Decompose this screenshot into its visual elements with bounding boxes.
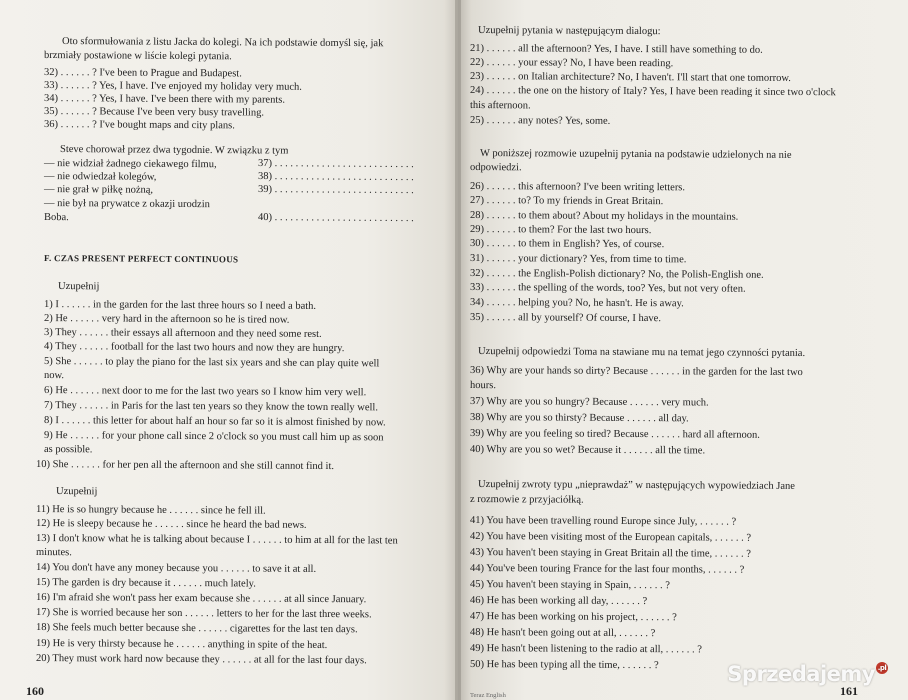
exercise-title: Uzupełnij odpowiedzi Toma na stawiane mu na temat jego czynności pytania. (477, 346, 806, 359)
exercise-item: 43) You haven't been staying in Great Britain all the time, . . . . . . ? (469, 547, 751, 560)
intro-line: brzmiały postawione w liście kolegi pytania. (43, 50, 232, 63)
exercise-item: 4) They . . . . . . football for the last two hours and now they are hungry. (43, 341, 345, 355)
exercise-item: 12) He is sleepy because he . . . . . . since he heard the bad news. (35, 518, 307, 531)
exercise-item: 13) I don't know what he is talking about because I . . . . . . to him at all for the last ten (35, 533, 398, 547)
exercise-item: 34) . . . . . . ? Yes, I have. I've been there with my parents. (43, 93, 286, 106)
exercise-item: 16) I'm afraid she won't pass her exam because she . . . . . . at all since January. (35, 592, 367, 606)
exercise-item: 10) She . . . . . . for her pen all the afternoon and she still cannot find it. (35, 459, 335, 473)
exercise-item: 19) He is very thirsty because he . . . . . . anything in spite of the heat. (35, 638, 328, 652)
steve-item: — nie widział żadnego ciekawego filmu, (43, 158, 217, 171)
exercise-item: 48) He hasn't been going out at all, . . . . . . ? (469, 627, 656, 640)
exercise-item: 41) You have been travelling round Europe since July, . . . . . . ? (469, 515, 737, 528)
exercise-item: 7) They . . . . . . in Paris for the last ten years so they know the town really well. (43, 400, 379, 414)
exercise-item: 42) You have been visiting most of the European capitals, . . . . . . ? (469, 531, 752, 544)
exercise-item: 22) . . . . . . your essay? No, I have been reading. (469, 57, 674, 70)
exercise-title: Uzupełnij pytania w następującym dialogu: (477, 25, 661, 38)
book-gutter (455, 0, 461, 700)
page-number: 160 (26, 684, 44, 698)
footer-text: Teraz English (470, 692, 506, 699)
exercise-title: z rozmowie z przyjaciółką. (469, 494, 584, 506)
right-page (458, 0, 908, 700)
exercise-item: 3) They . . . . . . their essays all afternoon and they need some rest. (43, 327, 322, 340)
exercise-title: Uzupełnij zwroty typu „nieprawdaż” w następujących wypowiedziach Jane (477, 479, 795, 492)
exercise-item: 23) . . . . . . on Italian architecture? No, I haven't. I'll start that one tomorrow. (469, 71, 791, 84)
exercise-item: 29) . . . . . . to them? For the last two hours. (469, 224, 652, 237)
exercise-item: minutes. (35, 547, 72, 559)
steve-intro: Steve chorował przez dwa tygodnie. W związku z tym (59, 144, 289, 157)
watermark-badge: .pl (877, 664, 887, 672)
exercise-item: 15) The garden is dry because it . . . . . . much lately. (35, 577, 256, 590)
exercise-title: Uzupełnij (55, 486, 98, 498)
exercise-item: 9) He . . . . . . for your phone call since 2 o'clock so you must call him up as soon (43, 430, 384, 444)
exercise-item: 35) . . . . . . all by yourself? Of course, I have. (469, 312, 662, 325)
steve-answer-line: 38) . . . . . . . . . . . . . . . . . . . . . . . . . . . (257, 171, 414, 184)
exercise-item: 27) . . . . . . to? To my friends in Great Britain. (469, 195, 664, 208)
exercise-item: 30) . . . . . . to them in English? Yes, of course. (469, 238, 665, 251)
exercise-item: 34) . . . . . . helping you? No, he hasn't. He is away. (469, 297, 684, 310)
exercise-item: 11) He is so hungry because he . . . . . . since he fell ill. (35, 504, 266, 517)
exercise-item: 40) Why are you so wet? Because it . . . . . . all the time. (469, 444, 706, 457)
exercise-item: 46) He has been working all day, . . . . . . ? (469, 595, 648, 608)
section-title: F. CZAS PRESENT PERFECT CONTINUOUS (43, 253, 239, 265)
exercise-item: 2) He . . . . . . very hard in the afternoon so he is tired now. (43, 313, 290, 326)
steve-item: Boba. (43, 212, 69, 224)
exercise-item: 44) You've been touring France for the last four months, . . . . . . ? (469, 563, 745, 576)
exercise-item: 28) . . . . . . to them about? About my holidays in the mountains. (469, 210, 739, 223)
exercise-item: 6) He . . . . . . next door to me for the last two years so I know him very well. (43, 385, 367, 399)
exercise-item: 32) . . . . . . the English-Polish dictionary? No, the Polish-English one. (469, 268, 764, 281)
exercise-item: 47) He has been working on his project, . . . . . . ? (469, 611, 677, 624)
exercise-item: 35) . . . . . . ? Because I've been very busy travelling. (43, 106, 265, 119)
watermark-logo (727, 662, 888, 686)
exercise-item: this afternoon. (469, 100, 531, 112)
exercise-item: 14) You don't have any money because you . . . . . . to save it at all. (35, 562, 317, 575)
exercise-item: 17) She is worried because her son . . . . . . letters to her for the last three weeks. (35, 607, 372, 621)
exercise-item: 38) Why are you so thirsty? Because . . . . . . all day. (469, 412, 689, 425)
exercise-item: 18) She feels much better because she . . . . . . cigarettes for the last ten days. (35, 622, 358, 636)
steve-item: — nie był na prywatce z okazji urodzin (43, 198, 210, 211)
exercise-title: odpowiedzi. (469, 162, 522, 174)
watermark-text: Sprzedajemy (727, 662, 875, 686)
exercise-item: 1) I . . . . . . in the garden for the last three hours so I need a bath. (43, 299, 317, 312)
steve-answer-line: 37) . . . . . . . . . . . . . . . . . . . . . . . . . . . (257, 158, 414, 171)
exercise-item: 31) . . . . . . your dictionary? Yes, from time to time. (469, 253, 687, 266)
exercise-item: 49) He hasn't been listening to the radio at all, . . . . . . ? (469, 643, 702, 656)
exercise-item: 50) He has been typing all the time, . . . . . . ? (469, 659, 659, 672)
steve-item: — nie grał w piłkę nożną, (43, 184, 154, 196)
exercise-item: as possible. (43, 444, 93, 456)
exercise-item: 5) She . . . . . . to play the piano for the last six years and she can play quite well (43, 356, 380, 370)
steve-item: — nie odwiedzał kolegów, (43, 171, 157, 183)
exercise-title: W poniższej rozmowie uzupełnij pytania na podstawie udzielonych na nie (479, 148, 792, 161)
exercise-item: 21) . . . . . . all the afternoon? Yes, I have. I still have something to do. (469, 43, 763, 56)
exercise-item: 24) . . . . . . the one on the history of Italy? Yes, I have been reading it since two o'clock (469, 85, 836, 99)
steve-answer-line: 39) . . . . . . . . . . . . . . . . . . . . . . . . . . . (257, 184, 414, 197)
exercise-item: 33) . . . . . . ? Yes, I have. I've enjoyed my holiday very much. (43, 80, 302, 93)
exercise-title: Uzupełnij (57, 281, 100, 293)
steve-answer-line: 40) . . . . . . . . . . . . . . . . . . . . . . . . . . . (257, 212, 414, 225)
exercise-item: 36) Why are your hands so dirty? Because . . . . . . in the garden for the last two (469, 365, 803, 379)
exercise-item: 26) . . . . . . this afternoon? I've been writing letters. (469, 181, 686, 194)
exercise-item: 20) They must work hard now because they . . . . . . at all for the last four days. (35, 653, 367, 667)
exercise-item: 37) Why are you so hungry? Because . . . . . . very much. (469, 396, 709, 409)
exercise-item: 36) . . . . . . ? I've bought maps and city plans. (43, 119, 235, 132)
exercise-item: 45) You haven't been staying in Spain, . . . . . . ? (469, 579, 670, 592)
exercise-item: now. (43, 370, 65, 382)
exercise-item: 8) I . . . . . . this letter for about half an hour so far so it is almost finished by now. (43, 415, 386, 429)
intro-line: Oto sformułowania z listu Jacka do kolegi. Na ich podstawie domyśl się, jak (61, 36, 384, 50)
exercise-item: 32) . . . . . . ? I've been to Prague and Budapest. (43, 67, 242, 80)
exercise-item: hours. (469, 380, 497, 392)
exercise-item: 25) . . . . . . any notes? Yes, some. (469, 115, 611, 127)
exercise-item: 33) . . . . . . the spelling of the words, too? Yes, but not very often. (469, 282, 746, 295)
page-number: 161 (840, 684, 858, 698)
exercise-item: 39) Why are you feeling so tired? Because . . . . . . hard all afternoon. (469, 428, 760, 441)
